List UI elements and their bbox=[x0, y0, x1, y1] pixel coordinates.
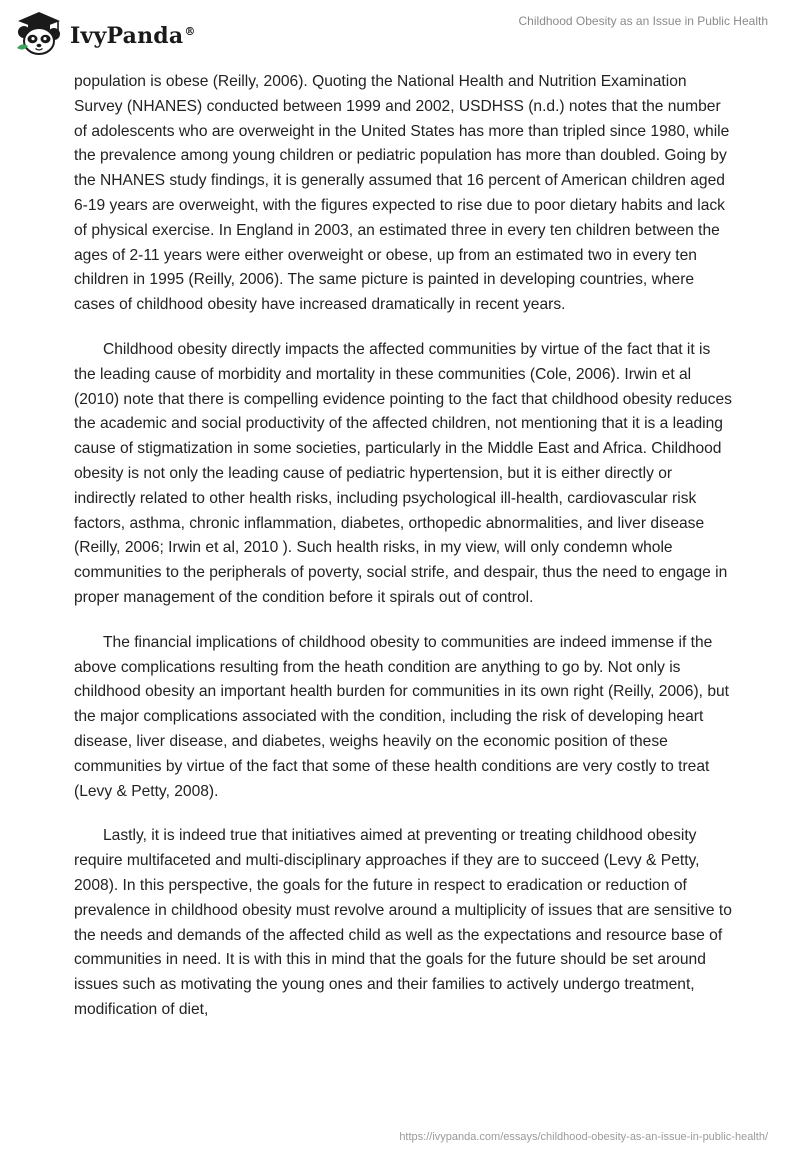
running-title: Childhood Obesity as an Issue in Public Health bbox=[518, 14, 768, 28]
paragraph: Childhood obesity directly impacts the affected communities by virtue of the fact that it is the leading cause of morbidity and mortality in these communities (Cole, 2006). Irwin et al (2010) note that there is compelling evidence pointing to the fact that childhood obesity reduces the academic and social productivity of the affected children, not mentioning that it is a leading cause of stigmatization in some societies, particularly in the Middle East and Africa. Childhood obesity is not only the leading cause of pediatric hypertension, but it is either directly or indirectly related to other health risks, including psychological ill-health, cardiovascular risk factors, asthma, chronic inflammation, diabetes, orthopedic abnormalities, and liver disease (Reilly, 2006; Irwin et al, 2010 ). Such health risks, in my view, will only condemn whole communities to the peripherals of poverty, social strife, and despair, thus the need to engage in proper management of the condition before it spirals out of control. bbox=[74, 340, 732, 606]
brand-name bbox=[70, 23, 196, 49]
essay-body bbox=[74, 70, 734, 1043]
footer-source-url[interactable]: https://ivypanda.com/essays/childhood-obesity-as-an-issue-in-public-health/ bbox=[399, 1131, 768, 1143]
paragraph: Lastly, it is indeed true that initiatives aimed at preventing or treating childhood obesity require multifaceted and multi-disciplinary approaches if they are to succeed (Levy & Petty, 2008). In this perspective, the goals for the future in respect to eradication or reduction of prevalence in childhood obesity must revolve around a multiplicity of issues that are sensitive to the needs and demands of the affected child as well as the expectations and resource base of communities in need. It is with this in mind that the goals for the future should be set around issues such as motivating the young ones and their families to actively undergo treatment, modification of diet, bbox=[74, 827, 732, 1018]
page-header bbox=[0, 0, 800, 70]
brand-text: IvyPanda bbox=[70, 23, 184, 49]
ivypanda-logo[interactable] bbox=[14, 10, 196, 58]
brand-registered-mark: ® bbox=[184, 24, 196, 38]
paragraph: The financial implications of childhood obesity to communities are indeed immense if the above complications resulting from the heath condition are anything to go by. Not only is childhood obesity an important health burden for communities in its own right (Reilly, 2006), but the major complications associated with the condition, including the risk of developing heart disease, liver disease, and diabetes, weighs heavily on the economic position of these communities by virtue of the fact that some of these health conditions are very costly to treat (Levy & Petty, 2008). bbox=[74, 633, 729, 800]
paragraph: population is obese (Reilly, 2006). Quoting the National Health and Nutrition Examination Survey (NHANES) conducted between 1999 and 2002, USDHSS (n.d.) notes that the number of adolescents who are overweight in the United States has more than tripled since 1980, while the prevalence among young children or pediatric population has more than doubled. Going by the NHANES study findings, it is generally assumed that 16 percent of American children aged 6-19 years are overweight, with the figures expected to rise due to poor dietary habits and lack of physical exercise. In England in 2003, an estimated three in every ten children between the ages of 2-11 years were either overweight or obese, up from an estimated two in every ten children in 1995 (Reilly, 2006). The same picture is painted in developing countries, where cases of childhood obesity have increased dramatically in recent years. bbox=[74, 73, 730, 314]
panda-graduate-icon bbox=[14, 10, 64, 58]
